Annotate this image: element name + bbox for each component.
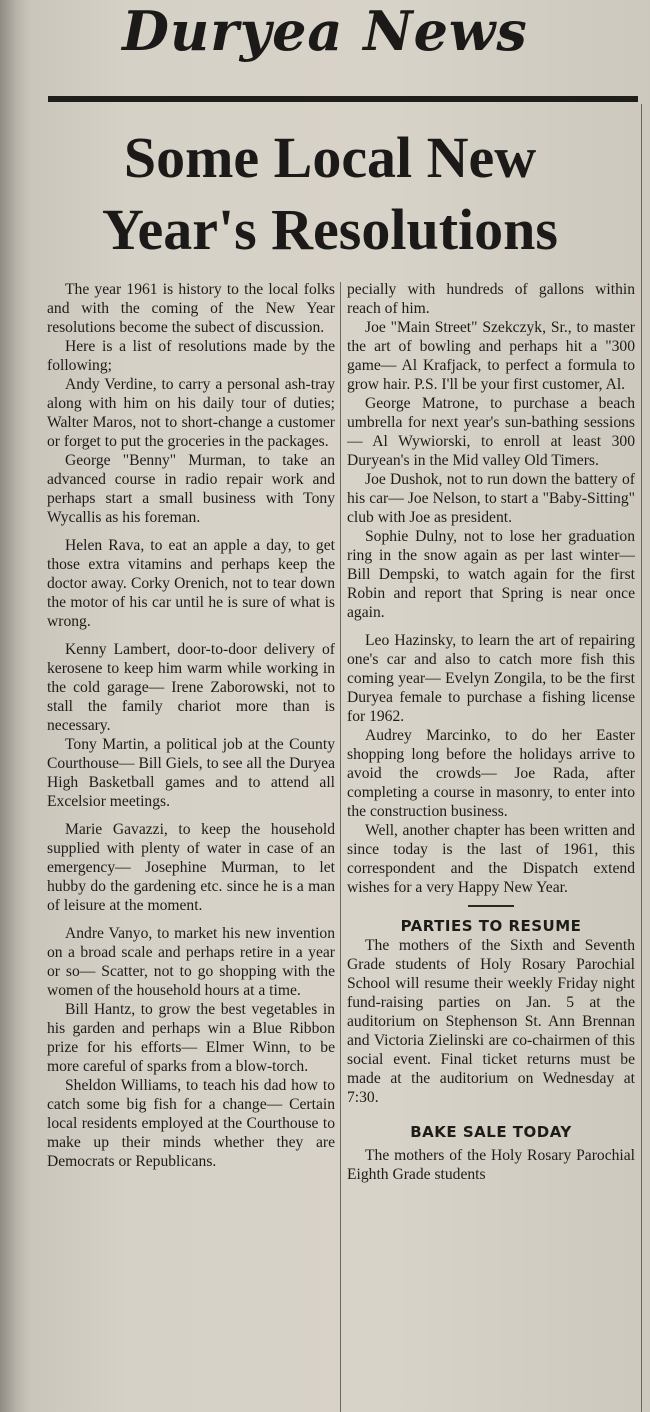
paragraph: Here is a list of resolutions made by the following; [47,338,335,374]
paragraph: Joe "Main Street" Szekczyk, Sr., to master the art of bowling and perhaps hit a "300 game— Al Krafjack, to perfect a formula to grow hair. P.S. I'll be your first customer, Al. [347,319,635,393]
paragraph: George Matrone, to purchase a beach umbrella for next year's sun-bathing sessions— Al Wywiorski, to enroll at least 300 Duryean's in the Mid valley Old Timers. [347,395,635,469]
paragraph: Tony Martin, a political job at the County Courthouse— Bill Giels, to see all the Duryea High Basketball games and to attend all Excelsior meetings. [47,736,335,810]
article-column-2 [347,280,635,1412]
paragraph: Andy Verdine, to carry a personal ash-tray along with him on his daily tour of duties; Walter Maros, not to short-change a customer or forget to put the groceries in the packages. [47,376,335,450]
paragraph: Sheldon Williams, to teach his dad how to catch some big fish for a change— Certain local residents employed at the Courthouse to make up their minds whether they are Democrats or Republicans. [47,1077,335,1170]
masthead: Duryea News [122,0,528,63]
bake-sale-heading: BAKE SALE TODAY [410,1123,572,1141]
paragraph: Helen Rava, to eat an apple a day, to get those extra vitamins and perhaps keep the doctor away. Corky Orenich, not to tear down the motor of his car until he is sure of what is wrong. [47,537,335,630]
paragraph: Joe Dushok, not to run down the battery of his car— Joe Nelson, to start a "Baby-Sitting" club with Joe as president. [347,471,635,526]
paragraph: pecially with hundreds of gallons within reach of him. [347,281,635,317]
paragraph: Marie Gavazzi, to keep the household supplied with plenty of water in case of an emergency— Josephine Murman, to let hubby do the gardening etc. since he is a man of leisure at the moment. [47,821,335,914]
paragraph: Bill Hantz, to grow the best vegetables in his garden and perhaps win a Blue Ribbon prize for his efforts— Elmer Winn, to be more careful of sparks from a blow-torch. [47,1001,335,1075]
bake-sale-paragraph: The mothers of the Holy Rosary Parochial Eighth Grade students [347,1147,635,1183]
masthead-rule [48,96,638,102]
paragraph: Leo Hazinsky, to learn the art of repairing one's car and also to catch more fish this coming year— Evelyn Zongila, to be the first Duryea female to purchase a fishing license for 1962. [347,632,635,725]
column-divider [340,282,341,1412]
article-column-1 [47,280,335,1412]
paragraph: Sophie Dulny, not to lose her graduation ring in the snow again as per last winter— Bill Dempski, to watch again for the first Robin and report that Spring is near once again. [347,528,635,621]
headline: Some Local New Year's Resolutions [102,125,558,262]
paragraph: George "Benny" Murman, to take an advanced course in radio repair work and perhaps start a small business with Tony Wycallis as his foreman. [47,452,335,526]
paragraph: Andre Vanyo, to market his new invention on a broad scale and perhaps retire in a year or so— Scatter, not to go shopping with the women of the household hours at a time. [47,925,335,999]
right-edge-rule [641,104,642,1412]
parties-heading: PARTIES TO RESUME [400,917,582,935]
page-fold-shadow [0,0,30,1412]
paragraph: The year 1961 is history to the local folks and with the coming of the New Year resolutions become the subect of discussion. [47,281,335,336]
paragraph: Audrey Marcinko, to do her Easter shopping long before the holidays arrive to avoid the crowds— Joe Rada, after completing a course in masonry, to enter into the construction business. [347,727,635,820]
paragraph: Well, another chapter has been written and since today is the last of 1961, this correspondent and the Dispatch extend wishes for a very Happy New Year. [347,822,635,896]
section-divider [468,905,514,907]
paragraph: Kenny Lambert, door-to-door delivery of kerosene to keep him warm while working in the cold garage— Irene Zaborowski, not to stall the family chariot more than is necessary. [47,641,335,734]
parties-paragraph: The mothers of the Sixth and Seventh Grade students of Holy Rosary Parochial School will resume their weekly Friday night fund-raising parties on Jan. 5 at the auditorium on Stephenson St. Ann Brennan and Victoria Zielinski are co-chairmen of this social event. Final ticket returns must be made at the auditorium on Wednesday at 7:30. [347,937,635,1106]
